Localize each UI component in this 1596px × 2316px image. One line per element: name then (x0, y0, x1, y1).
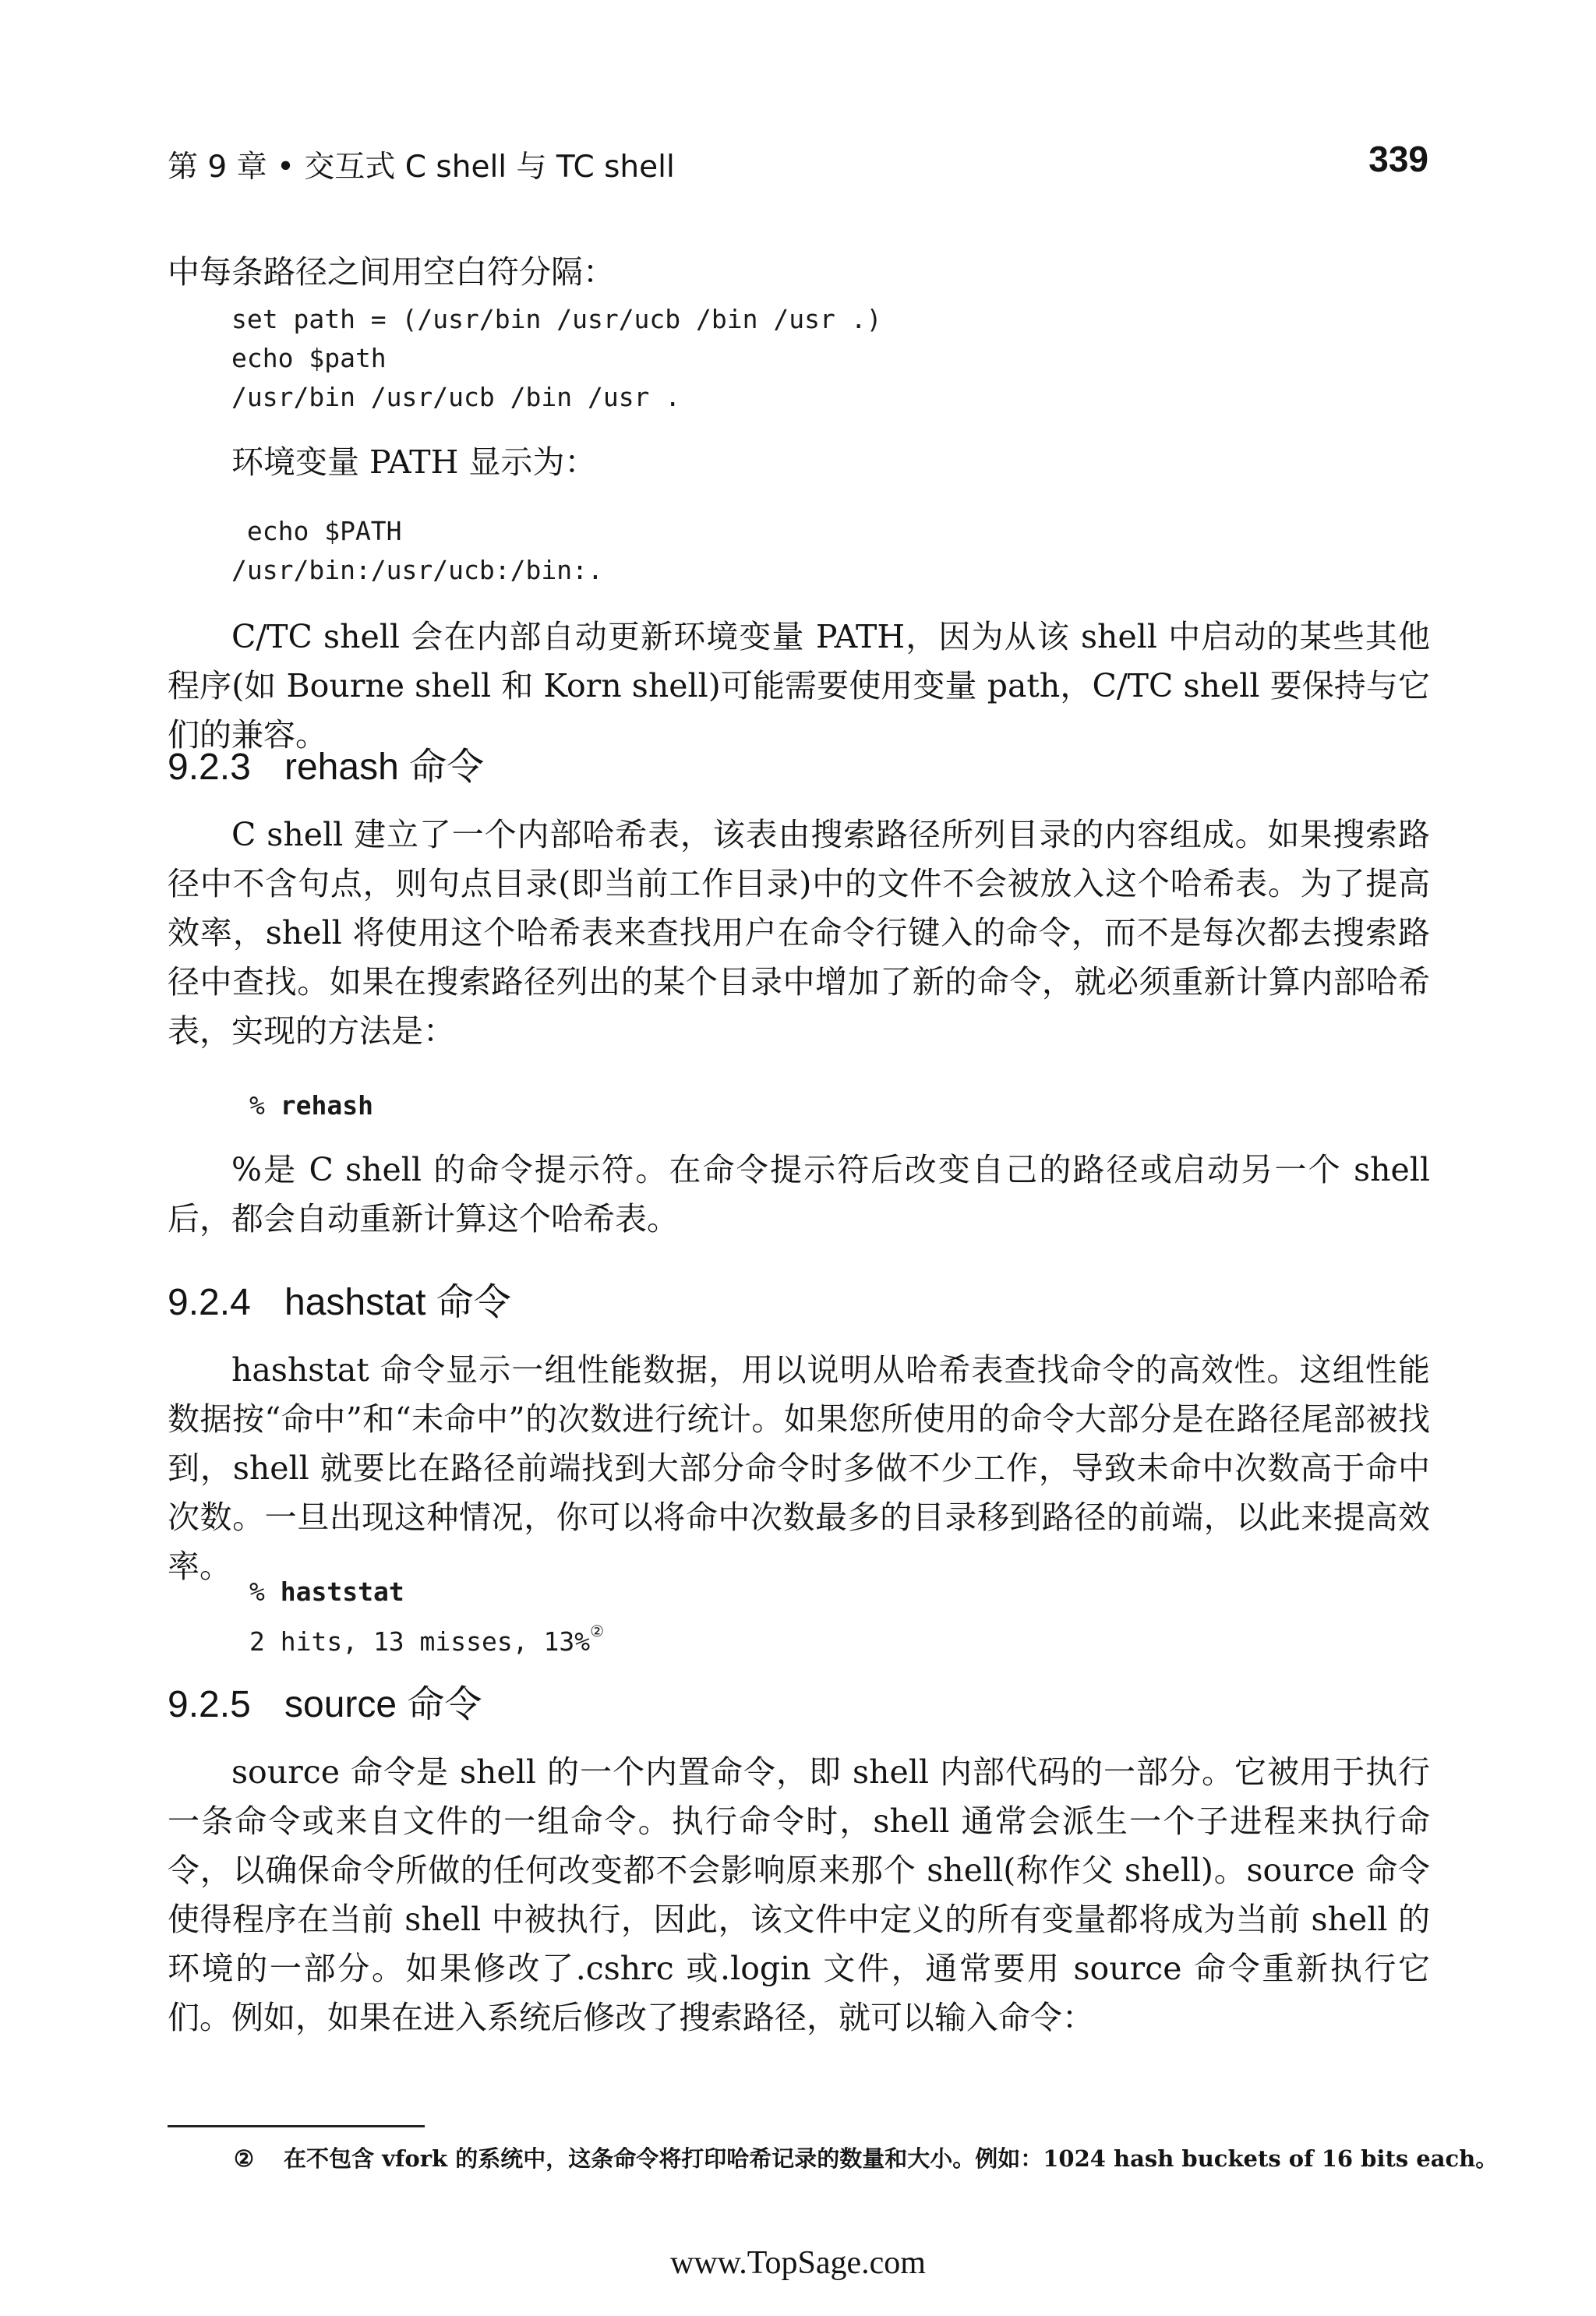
code-line: echo $PATH (231, 516, 402, 546)
source-paragraph: source 命令是 shell 的一个内置命令，即 shell 内部代码的一部分。它被用于执行一条命令或来自文件的一组命令。执行命令时，shell 通常会派生一个子进程来执行命令，以确保命令所做的任何改变都不会影响原来那个 shell(称作父 shell)。source 命令使得程序在当前 shell 中被执行，因此，该文件中定义的所有变量都将成为当前 shell 的环境的一部分。如果修改了.cshrc 或.login 文件，通常要用 source 命令重新执行它们。例如，如果在进入系统后修改了搜索路径，就可以输入命令： (168, 1753, 1430, 2036)
code-line: /usr/bin:/usr/ucb:/bin:. (231, 555, 603, 585)
code-output: 2 hits, 13 misses, 13% (249, 1626, 591, 1657)
footer-site: www.TopSage.com (670, 2245, 926, 2281)
hashstat-paragraph: hashstat 命令显示一组性能数据，用以说明从哈希表查找命令的高效性。这组性能数据按“命中”和“未命中”的次数进行统计。如果您所使用的命令大部分是在路径尾部被找到，shell 就要比在路径前端找到大部分命令时多做不少工作，导致未命中次数高于命中次数。一旦出现这种情况，你可以将命中次数最多的目录移到路径的前端，以此来提高效率。 (168, 1351, 1430, 1585)
section-title: rehash 命令 (284, 747, 485, 788)
section-heading-9-2-3 (168, 736, 484, 790)
footnote-mark: ② (234, 2145, 254, 2172)
code-command: haststat (280, 1576, 404, 1607)
code-prompt: % (249, 1576, 281, 1607)
rehash-paragraph: C shell 建立了一个内部哈希表，该表由搜索路径所列目录的内容组成。如果搜索路径中不含句点，则句点目录(即当前工作目录)中的文件不会被放入这个哈希表。为了提高效率，shell 将使用这个哈希表来查找用户在命令行键入的命令，而不是每次都去搜索路径中查找。如果在搜索路径列出的某个目录中增加了新的命令，就必须重新计算内部哈希表，实现的方法是： (168, 816, 1430, 1050)
footnote (234, 2141, 1498, 2173)
section-heading-9-2-5 (168, 1674, 482, 1728)
code-block-echo-path (231, 512, 603, 590)
code-prompt: % (249, 1090, 281, 1121)
intro-text: 中每条路径之间用空白符分隔： (168, 253, 615, 291)
section-title: hashstat 命令 (284, 1282, 511, 1323)
env-text: 环境变量 PATH 显示为： (231, 443, 597, 481)
code-block-set-path (231, 300, 881, 417)
section-title: source 命令 (284, 1684, 482, 1725)
page-number: 339 (1368, 139, 1428, 179)
footnote-text: 在不包含 vfork 的系统中，这条命令将打印哈希记录的数量和大小。例如：1024 hash buckets of 16 bits each。 (284, 2145, 1499, 2172)
section-number: 9.2.4 (168, 1282, 251, 1323)
code-command: rehash (280, 1090, 373, 1121)
section-number: 9.2.5 (168, 1684, 251, 1725)
footnote-reference: ② (590, 1622, 605, 1640)
code-line: set path = (/usr/bin /usr/ucb /bin /usr .) (231, 304, 882, 334)
section-heading-9-2-4 (168, 1272, 511, 1326)
code-line: /usr/bin /usr/ucb /bin /usr . (231, 382, 681, 412)
code-block-rehash (249, 1086, 373, 1125)
code-block-hashstat (249, 1573, 604, 1661)
path-explanation-paragraph: C/TC shell 会在内部自动更新环境变量 PATH，因为从该 shell 中启动的某些其他程序(如 Bourne shell 和 Korn shell)可能需要使用变量 path，C/TC shell 要保持与它们的兼容。 (168, 618, 1430, 754)
prompt-paragraph: %是 C shell 的命令提示符。在命令提示符后改变自己的路径或启动另一个 shell 后，都会自动重新计算这个哈希表。 (168, 1151, 1430, 1237)
code-line: echo $path (231, 343, 387, 373)
footnote-rule (168, 2125, 425, 2127)
running-header: 第 9 章 • 交互式 C shell 与 TC shell (168, 150, 675, 185)
section-number: 9.2.3 (168, 747, 251, 788)
